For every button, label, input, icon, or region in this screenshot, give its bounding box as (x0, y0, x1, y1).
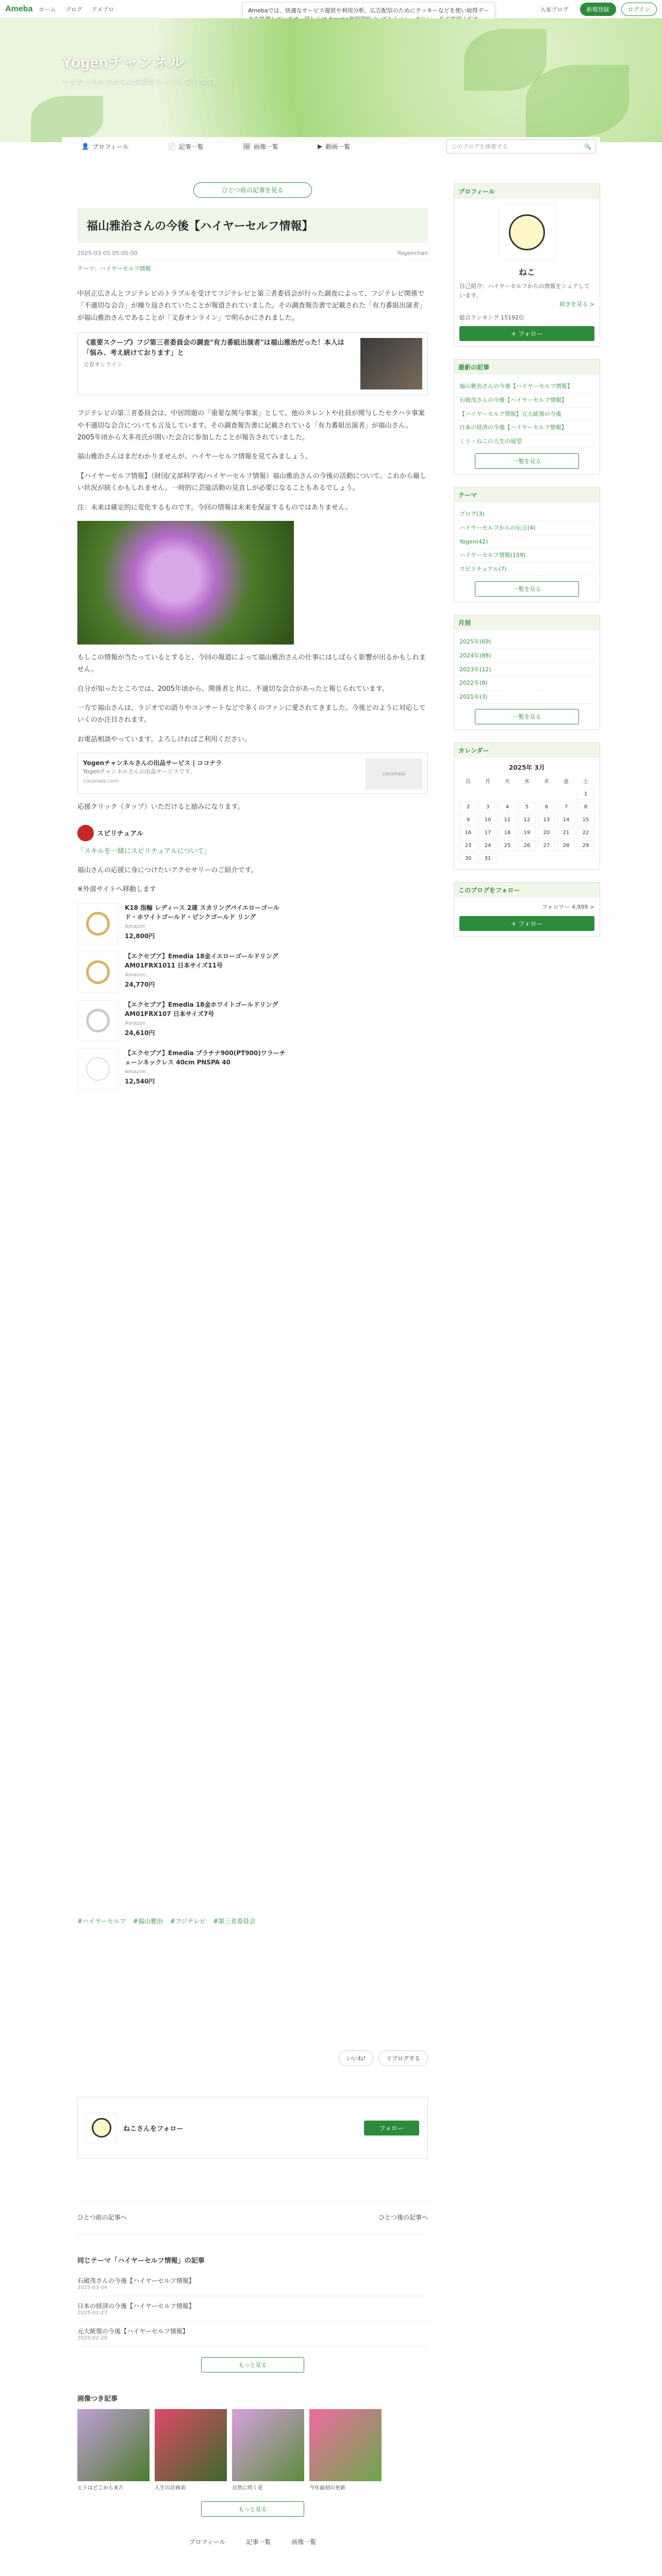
same-theme-heading: 同じテーマ「ハイヤーセルフ情報」の記事 (77, 2257, 205, 2265)
archive-item[interactable]: 2021年(3) (459, 690, 594, 704)
article-paragraph: 応援クリック（タップ）いただけると励みになります。 (77, 803, 244, 811)
coconala-link-card[interactable] (77, 753, 428, 794)
theme-item[interactable]: ブログ(3) (459, 507, 594, 521)
theme-more-button[interactable]: 一覧を見る (475, 581, 579, 597)
archive-item[interactable]: 2025年(69) (459, 635, 594, 649)
calendar-weekday: 火 (505, 779, 510, 785)
product-name: 【エクセプア】Emedia プラチナ900(PT900)ワラーチェーンネックレス 40cm PNSPA 40 (125, 1049, 286, 1066)
prev-article-link[interactable]: ひとつ前の記事へ (77, 2214, 127, 2221)
next-article-link[interactable]: ひとつ後の記事へ (378, 2214, 428, 2221)
ring-image (77, 903, 119, 944)
profile-box (454, 183, 600, 347)
list-item-title: 石破茂さんの今後【ハイヤーセルフ情報】 (77, 2277, 195, 2284)
product-price: 24,770円 (125, 980, 155, 988)
image-icon: 🖼 (242, 143, 251, 150)
follow-button[interactable]: + フォロー (459, 326, 594, 341)
article-paragraph: ※外部サイトへ移動します (77, 886, 156, 894)
top-right (534, 3, 657, 16)
nav-profile[interactable] (62, 142, 148, 151)
ameba-logo[interactable]: Ameba (5, 4, 33, 13)
calendar-day[interactable]: 20 (538, 827, 555, 838)
calendar-day (538, 789, 555, 800)
profile-heading: プロフィール (454, 184, 600, 199)
recent-item[interactable]: くう・ねこの人生の展望 (459, 435, 594, 449)
calendar-day[interactable]: 3 (479, 802, 496, 812)
calendar-day[interactable]: 16 (459, 827, 477, 838)
footer-nav-profile[interactable]: プロフィール (189, 2538, 226, 2546)
link-card-thumbnail: coconala (366, 758, 422, 789)
leaf-decoration (526, 65, 629, 137)
article-paragraph: もしこの情報が当たっているとすると、今回の報道によって福山雅治さんの仕事にはしばらく影響が出るかもしれません。 (77, 653, 426, 674)
article-footer (62, 2040, 443, 2567)
calendar-day[interactable]: 27 (538, 840, 555, 851)
profile-more-link[interactable]: 続きを見る > (559, 301, 594, 308)
reblog-button[interactable]: リブログする (378, 2050, 428, 2066)
follower-count[interactable]: フォロワー 4,999 > (541, 904, 594, 911)
necklace-image (77, 1048, 119, 1090)
popular-caption: 自然に咲く花 (232, 2485, 263, 2491)
hashtag[interactable]: #フジテレビ (170, 1918, 206, 1925)
list-item-title: 元大統領の今後【ハイヤーセルフ情報】 (77, 2328, 189, 2335)
calendar-day[interactable]: 24 (479, 840, 496, 851)
person-icon: 👤 (81, 143, 89, 150)
cookie-notice-text: Amebaでは、快適なサービス提供や利用分析、広告配信のためにクッキーなどを使い取得デー (248, 7, 489, 14)
bell-icon[interactable]: 入室ブログ (540, 6, 569, 13)
list-item-date: 2025-02-20 (77, 2335, 108, 2341)
article-paragraph: 中居正広さんとフジテレビのトラブルを受けてフジテレビと第三者委員会が行った調査によって、フジテレビ関係で「不適切な会合」が繰り返されていたことが報道されていました。その調査報告書で記載された「有力番組出演者」が福山雅治さんであることが「文春オンライン」で明らかにされました。 (77, 290, 426, 322)
calendar-day[interactable]: 2 (459, 802, 477, 812)
hashtag[interactable]: #ハイヤーセルフ (77, 1918, 126, 1925)
recent-item[interactable]: 日本の経済の今後【ハイヤーセルフ情報】 (459, 421, 594, 435)
follow-card (77, 2097, 428, 2159)
popular-caption: 人生の計画表 (155, 2485, 186, 2491)
footer-nav-articles[interactable]: 記事一覧 (246, 2538, 271, 2546)
like-bar (77, 2050, 428, 2066)
blog-search-input[interactable] (446, 139, 596, 154)
blog-header (0, 19, 662, 142)
register-button[interactable]: 新規登録 (580, 3, 616, 16)
search-placeholder: このブログを検索する (451, 143, 508, 150)
product-info (125, 903, 290, 944)
calendar-day[interactable]: 13 (538, 815, 555, 825)
article-meta (77, 250, 428, 260)
login-button[interactable]: ログイン (621, 3, 657, 16)
nav-images-label: 画像一覧 (253, 143, 278, 150)
calendar-day (479, 789, 496, 800)
blog-nav (62, 137, 600, 156)
calendar-weekday: 日 (466, 779, 471, 785)
link-card-title: Yogenチャンネルさんの出品サービス | ココナラ (83, 759, 222, 767)
calendar-day[interactable]: 25 (499, 840, 516, 851)
product-source: Amazon (125, 972, 146, 978)
calendar-day[interactable]: 12 (518, 815, 536, 825)
follower-heading: このブログをフォロー (454, 883, 600, 897)
article-pager (77, 2200, 428, 2234)
calendar-day[interactable]: 29 (577, 840, 594, 851)
profile-name[interactable]: ねこ (518, 267, 535, 277)
article-paragraph: 自分が知ったところでは、2005年頃から、関係者と共に、不適切な会合があったと報じられています。 (77, 685, 389, 693)
list-item[interactable] (77, 2271, 428, 2296)
top-nav-home[interactable]: ホーム (39, 6, 56, 13)
calendar-day[interactable]: 30 (459, 853, 477, 864)
article-title: 福山雅治さんの今後【ハイヤーセルフ情報】 (77, 208, 428, 243)
theme-item[interactable]: ハイヤーセルフ情報(159) (459, 549, 594, 563)
calendar-day[interactable]: 6 (538, 802, 555, 812)
nav-profile-label: プロフィール (92, 143, 129, 150)
calendar-day (518, 789, 536, 800)
theme-box (454, 487, 600, 602)
popular-caption: ヒトはどこから来た (77, 2485, 124, 2491)
like-button[interactable]: いいね! (339, 2050, 373, 2066)
product-price: 12,800円 (125, 932, 155, 940)
popular-caption: 今年最初の更新 (309, 2485, 345, 2491)
calendar-day[interactable]: 21 (557, 827, 575, 838)
ranking-badge-icon (77, 825, 94, 841)
product-item[interactable] (77, 1048, 428, 1090)
calendar-day[interactable]: 8 (577, 802, 594, 812)
link-card-host: coconala.com (83, 778, 119, 785)
calendar-grid (459, 775, 594, 864)
theme-item[interactable]: ハイヤーセルフからの伝言(4) (459, 521, 594, 535)
product-source: Amazon (125, 1020, 146, 1026)
article-paragraph: お電話相談やっています。よろしければご利用ください。 (77, 735, 251, 743)
article-paragraph: フジテレビの第三者委員会は、中居問題の「重要な関与事案」として、他のタレントや社員が関与したセクハラ事案や不適切な会合についても言及しています。その調査報告書に記載されている「有力番組出演者」が福山さん。2005年頃から大多亮氏が開いた会合に参加したことが報告されていました。 (77, 410, 425, 442)
calendar-day[interactable]: 5 (518, 802, 536, 812)
product-item[interactable] (77, 952, 428, 993)
popular-image (309, 2409, 382, 2481)
theme-item[interactable]: スピリチュアル(7) (459, 563, 594, 577)
archive-heading: 月別 (454, 615, 600, 630)
nav-videos[interactable] (298, 142, 370, 151)
article-paragraph: 福山さんの応援に身につけたいアクセサリーのご紹介です。 (77, 867, 258, 875)
sidebar (454, 183, 600, 949)
calendar-day[interactable]: 18 (499, 827, 516, 838)
calendar-day[interactable]: 10 (479, 815, 496, 825)
calendar-day[interactable]: 23 (459, 840, 477, 851)
news-card-title: 《重要スクープ》フジ第三者委員会の調査"有力番組出演者"は福山雅治だった！本人は「悩み、考え続けております」と (83, 339, 344, 357)
recent-item[interactable]: 福山雅治さんの今後【ハイヤーセルフ情報】 (459, 380, 594, 394)
list-item-title: 日本の経済の今後【ハイヤーセルフ情報】 (77, 2302, 195, 2310)
search-icon[interactable]: 🔍 (584, 143, 591, 150)
theme-heading: テーマ (454, 487, 600, 502)
recent-item[interactable]: 石破茂さんの今後【ハイヤーセルフ情報】 (459, 394, 594, 408)
list-item[interactable] (77, 2321, 428, 2347)
calendar-day[interactable]: 14 (557, 815, 575, 825)
calendar-heading: カレンダー (454, 743, 600, 758)
product-item[interactable] (77, 903, 428, 944)
ring-image (77, 1000, 119, 1041)
calendar-day[interactable]: 1 (577, 789, 594, 800)
hashtags (62, 1917, 443, 1925)
article-author[interactable]: Yogenchan (397, 250, 428, 257)
blog-title[interactable]: Yogenチャンネル (62, 54, 185, 71)
news-card-body (83, 338, 355, 389)
popular-item[interactable] (232, 2409, 304, 2491)
archive-item[interactable]: 2024年(88) (459, 649, 594, 663)
popular-image (232, 2409, 304, 2481)
nav-images[interactable] (223, 142, 298, 151)
list-item-date: 2025-03-04 (77, 2285, 108, 2291)
archive-more-button[interactable]: 一覧を見る (475, 709, 579, 724)
list-item-date: 2025-02-27 (77, 2310, 108, 2316)
list-item[interactable] (77, 2296, 428, 2321)
calendar-weekday: 月 (485, 779, 490, 785)
nav-articles-label: 記事一覧 (178, 143, 204, 150)
calendar-day[interactable]: 26 (518, 840, 536, 851)
product-price: 24,610円 (125, 1029, 155, 1037)
popular-images (77, 2409, 428, 2491)
nav-articles[interactable] (148, 142, 223, 151)
calendar-day (499, 789, 516, 800)
nav-videos-label: 動画一覧 (325, 143, 351, 150)
recent-more-button[interactable]: 一覧を見る (475, 453, 579, 469)
cat-avatar[interactable] (499, 204, 555, 261)
archive-item[interactable]: 2022年(8) (459, 676, 594, 690)
link-card-body (83, 758, 222, 788)
calendar-day (459, 789, 477, 800)
follower-box (454, 882, 600, 937)
recent-heading: 最新の記事 (454, 360, 600, 375)
article-date: 2025-03-05 05:00:00 (77, 250, 138, 257)
calendar-day[interactable]: 7 (557, 802, 575, 812)
product-price: 12,540円 (125, 1077, 155, 1085)
product-info (125, 952, 290, 993)
popular-image (155, 2409, 227, 2481)
news-card-source: 文春オンライン (83, 361, 123, 368)
ranking-badge[interactable] (77, 825, 143, 841)
follow-card-button[interactable]: フォロー (364, 2121, 419, 2136)
product-name: 【エクセプア】Emedia 18金イエローゴールドリング AM01FRX1011 日本サイズ11号 (125, 952, 278, 969)
archive-box (454, 615, 600, 730)
calendar-day[interactable]: 31 (479, 853, 496, 864)
product-source: Amazon (125, 1069, 146, 1075)
leaf-decoration (31, 96, 103, 142)
calendar-day[interactable]: 15 (577, 815, 594, 825)
document-icon: 📄 (168, 143, 176, 150)
calendar-day[interactable]: 4 (499, 802, 516, 812)
article-paragraph: 注：未来は確定的に変化するものです。今回の情報は未来を保証するものではありません。 (77, 503, 352, 512)
ranking-badge-label: スピリチュアル (97, 830, 143, 838)
cat-avatar (86, 2112, 117, 2143)
product-item[interactable] (77, 1000, 428, 1041)
same-theme-more-button[interactable]: もっと見る (201, 2357, 304, 2372)
calendar-month: 2025年 3月 (509, 764, 545, 772)
article-paragraph: 一方で福山さんは、ラジオでの語りやコンサートなどで多くのファンに愛されてきました。今後どのように対応していくのか注目されます。 (77, 704, 426, 724)
popular-image (77, 2409, 150, 2481)
calendar-day[interactable]: 22 (577, 827, 594, 838)
product-name: K18 指輪 レディース 2連 スカリングパイエローゴールド・ホワイトゴールド・ピンクゴールド リング (125, 904, 279, 921)
calendar-weekday: 木 (544, 779, 549, 785)
calendar-weekday: 水 (524, 779, 529, 785)
news-card-thumbnail (360, 338, 422, 389)
calendar-weekday: 金 (564, 779, 569, 785)
video-icon: ▶ (317, 143, 323, 150)
article-paragraph: 福山雅治さんはまだわかりませんが、ハイヤーセルフ情報を見てみましょう。 (77, 453, 312, 461)
link-card-desc: Yogenチャンネルさんの出品サービスです。 (83, 768, 196, 775)
blog-description: ハイヤーセルフからの情報をシェアしています。 (62, 78, 220, 86)
hashtag[interactable]: #福山雅治 (133, 1918, 163, 1925)
article-theme[interactable]: テーマ：ハイヤーセルフ情報 (77, 265, 151, 272)
top-nav-blog[interactable]: ブログ (65, 6, 82, 13)
hashtag[interactable]: #第三者委員会 (213, 1918, 256, 1925)
ranking-link[interactable]: 「スキルを一緒にスピリチュアルについて」 (77, 847, 211, 855)
product-info (125, 1000, 290, 1041)
calendar-day[interactable]: 9 (459, 815, 477, 825)
news-card[interactable] (77, 332, 428, 395)
calendar-box (454, 742, 600, 870)
calendar-weekday: 土 (583, 779, 588, 785)
article-paragraph: 【ハイヤーセルフ情報】（財団/文部科学省/ハイヤーセルフ情報）福山雅治さんの今後の活動について。これから厳しい状況が続くかもしれません。一時的に芸能活動の見直しが必要になることもあるでしょう。 (77, 472, 427, 493)
footer-nav-images[interactable]: 画像一覧 (291, 2538, 317, 2546)
recent-box (454, 359, 600, 474)
product-name: 【エクセプア】Emedia 18金ホワイトゴールドリング AM01FRX107 日本サイズ7号 (125, 1001, 278, 1018)
product-info (125, 1048, 290, 1090)
footer-nav (77, 2537, 428, 2546)
product-source: Amazon (125, 923, 146, 929)
calendar-day (557, 789, 575, 800)
theme-item[interactable]: Yogen(42) (459, 535, 594, 549)
follow-card-name: ねこさんをフォロー (123, 2125, 184, 2133)
calendar-day[interactable]: 28 (557, 840, 575, 851)
archive-item[interactable]: 2023年(12) (459, 663, 594, 677)
calendar-day[interactable]: 19 (518, 827, 536, 838)
popular-item[interactable] (155, 2409, 227, 2491)
popular-heading: 画像つき記事 (77, 2395, 118, 2403)
ranking-text[interactable]: 総合ランキング 15192位 (459, 314, 525, 321)
popular-item[interactable] (77, 2409, 150, 2491)
profile-text: 自己紹介：ハイヤーセルフからの情報をシェアしています。 (459, 283, 590, 299)
recent-item[interactable]: 【ハイヤーセルフ情報】元大統領の今後 (459, 408, 594, 421)
top-nav-ameblo[interactable]: アメブロ (91, 6, 114, 13)
ring-image (77, 952, 119, 993)
follow-button-2[interactable]: + フォロー (459, 916, 594, 931)
calendar-day[interactable]: 11 (499, 815, 516, 825)
article-main (62, 165, 443, 1107)
popular-more-button[interactable]: もっと見る (201, 2501, 304, 2517)
popular-item[interactable] (309, 2409, 382, 2491)
orchid-image[interactable] (77, 521, 294, 645)
prev-article-button[interactable]: ひとつ前の記事を見る (193, 182, 312, 198)
calendar-day[interactable]: 17 (479, 827, 496, 838)
top-nav (39, 5, 121, 13)
